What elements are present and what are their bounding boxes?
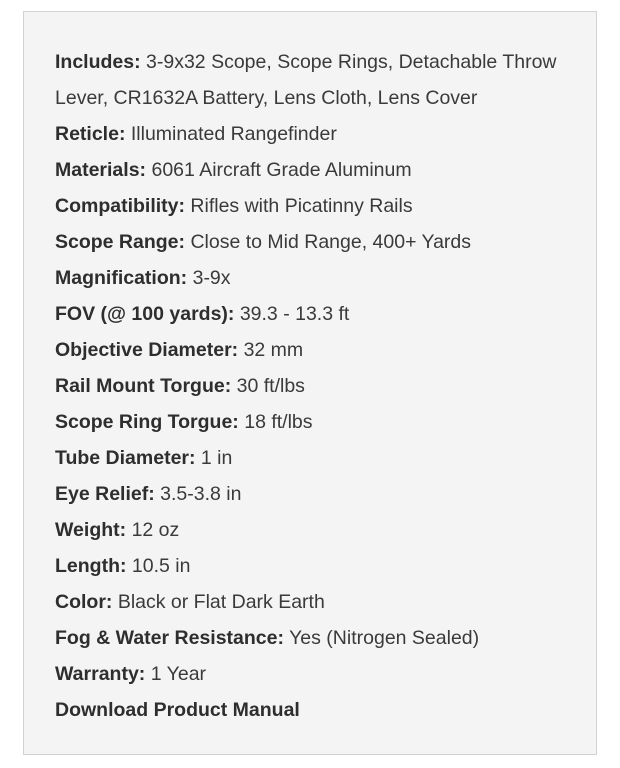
spec-label: Eye Relief: — [55, 483, 155, 505]
spec-weight — [55, 512, 585, 548]
spec-objective-diameter — [55, 332, 585, 368]
spec-label: Compatibility: — [55, 195, 185, 217]
spec-warranty — [55, 656, 585, 692]
spec-value: Illuminated Rangefinder — [130, 123, 337, 145]
spec-reticle — [55, 116, 585, 152]
spec-value: 1 in — [200, 447, 233, 469]
spec-value: Yes (Nitrogen Sealed) — [289, 627, 480, 649]
spec-value: 10.5 in — [131, 555, 191, 577]
spec-color — [55, 584, 585, 620]
spec-list — [55, 44, 585, 728]
spec-fov — [55, 296, 585, 332]
spec-value: 1 Year — [150, 663, 207, 685]
spec-value: Black or Flat Dark Earth — [117, 591, 325, 613]
spec-value: 3-9x — [192, 267, 231, 289]
spec-label: Materials: — [55, 159, 147, 181]
spec-value: 12 oz — [131, 519, 180, 541]
spec-value: 3.5-3.8 in — [160, 483, 242, 505]
spec-includes — [55, 44, 585, 116]
product-specs-panel — [23, 11, 597, 755]
spec-magnification — [55, 260, 585, 296]
spec-scope-ring-torgue — [55, 404, 585, 440]
spec-label: Length: — [55, 555, 127, 577]
spec-value: Rifles with Picatinny Rails — [190, 195, 413, 217]
spec-value: 3-9x32 Scope, Scope Rings, Detachable Throw Lever, CR1632A Battery, Lens Cloth, Lens Cover — [55, 51, 557, 109]
spec-rail-mount-torgue — [55, 368, 585, 404]
spec-label: Scope Ring Torgue: — [55, 411, 239, 433]
spec-fog-water-resistance — [55, 620, 585, 656]
spec-manual — [55, 692, 585, 728]
spec-length — [55, 548, 585, 584]
spec-value: Close to Mid Range, 400+ Yards — [190, 231, 472, 253]
spec-eye-relief — [55, 476, 585, 512]
spec-compatibility — [55, 188, 585, 224]
spec-tube-diameter — [55, 440, 585, 476]
spec-label: Fog & Water Resistance: — [55, 627, 284, 649]
spec-label: Scope Range: — [55, 231, 186, 253]
spec-value: 30 ft/lbs — [236, 375, 305, 397]
spec-label: Weight: — [55, 519, 127, 541]
spec-value: 6061 Aircraft Grade Aluminum — [151, 159, 412, 181]
spec-value: 18 ft/lbs — [244, 411, 313, 433]
spec-label: Color: — [55, 591, 113, 613]
spec-label: Objective Diameter: — [55, 339, 239, 361]
spec-value: 39.3 - 13.3 ft — [239, 303, 350, 325]
spec-label: Rail Mount Torgue: — [55, 375, 232, 397]
spec-label: Tube Diameter: — [55, 447, 196, 469]
spec-materials — [55, 152, 585, 188]
spec-value: 32 mm — [243, 339, 304, 361]
spec-label: Reticle: — [55, 123, 126, 145]
spec-label: FOV (@ 100 yards): — [55, 303, 235, 325]
spec-label: Includes: — [55, 51, 141, 73]
spec-label: Magnification: — [55, 267, 188, 289]
download-manual-link[interactable]: Download Product Manual — [55, 699, 300, 721]
spec-label: Warranty: — [55, 663, 146, 685]
spec-scope-range — [55, 224, 585, 260]
